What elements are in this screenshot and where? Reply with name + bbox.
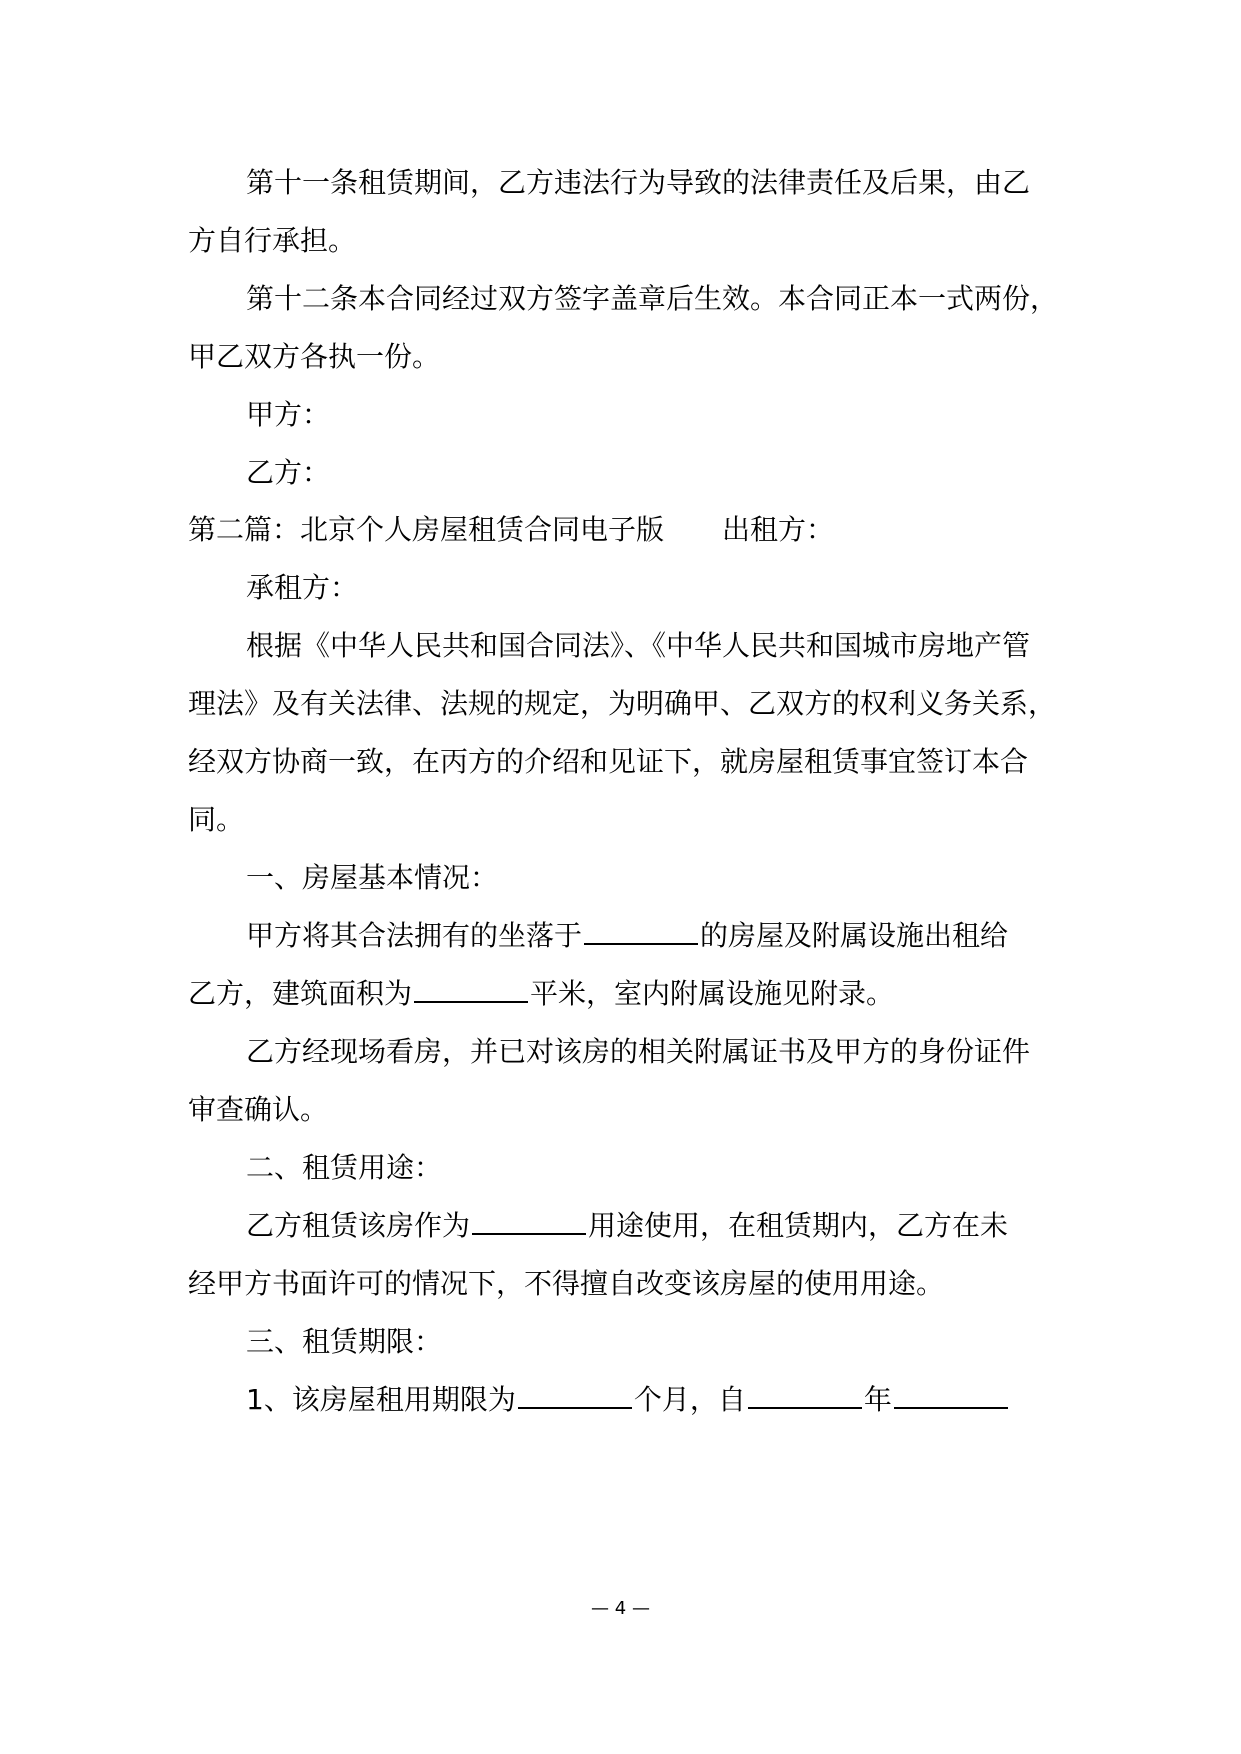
fill-blank <box>584 917 698 945</box>
text-line: 同。 <box>188 803 245 836</box>
fill-blank <box>748 1381 862 1409</box>
text-line <box>246 1370 1146 1430</box>
fill-blank <box>414 975 528 1003</box>
text-line: 方自行承担。 <box>188 224 357 257</box>
text-segment: 甲方将其合法拥有的坐落于 <box>246 919 583 952</box>
text-line: 甲乙双方各执一份。 <box>188 340 441 373</box>
text-line: 第十一条租赁期间，乙方违法行为导致的法律责任及后果，由乙 <box>246 166 1031 199</box>
text-line: 审查确认。 <box>188 1093 329 1126</box>
text-segment: 的房屋及附属设施出租给 <box>700 919 1009 952</box>
text-segment: 用途使用，在租赁期内，乙方在未 <box>588 1209 1009 1242</box>
lessor-label: 出租方： <box>722 513 835 546</box>
text-segment: 个月，自 <box>633 1383 746 1416</box>
clause-heading: 三、租赁期限： <box>246 1325 443 1358</box>
text-segment: 乙方，建筑面积为 <box>188 977 413 1010</box>
text-segment: 1、该房屋租用期限为 <box>246 1383 516 1416</box>
text-line: 根据《中华人民共和国合同法》、《中华人民共和国城市房地产管 <box>246 629 1031 662</box>
text-line <box>246 906 1146 966</box>
text-line: 经双方协商一致，在丙方的介绍和见证下，就房屋租赁事宜签订本合 <box>188 745 1029 778</box>
text-segment: 乙方租赁该房作为 <box>246 1209 471 1242</box>
text-line <box>188 964 1088 1024</box>
fill-blank <box>518 1381 632 1409</box>
text-line <box>246 1196 1146 1256</box>
text-line: 经甲方书面许可的情况下，不得擅自改变该房屋的使用用途。 <box>188 1267 945 1300</box>
party-a-label: 甲方： <box>246 398 331 431</box>
fill-blank <box>894 1381 1008 1409</box>
text-line: 乙方经现场看房，并已对该房的相关附属证书及甲方的身份证件 <box>246 1035 1031 1068</box>
lessee-label: 承租方： <box>246 571 359 604</box>
party-b-label: 乙方： <box>246 456 331 489</box>
clause-heading: 二、租赁用途： <box>246 1151 443 1184</box>
section-title-line <box>188 500 1088 560</box>
text-line: 第十二条本合同经过双方签字盖章后生效。本合同正本一式两份， <box>246 282 1059 315</box>
clause-heading: 一、房屋基本情况： <box>246 861 499 894</box>
text-segment: 年 <box>863 1383 892 1416</box>
fill-blank <box>472 1207 586 1235</box>
text-segment: 平米，室内附属设施见附录。 <box>530 977 895 1010</box>
section-title: 第二篇：北京个人房屋租赁合同电子版 <box>188 513 665 546</box>
page-number: — 4 — <box>591 1598 650 1619</box>
text-line: 理法》及有关法律、法规的规定，为明确甲、乙双方的权利义务关系， <box>188 687 1057 720</box>
